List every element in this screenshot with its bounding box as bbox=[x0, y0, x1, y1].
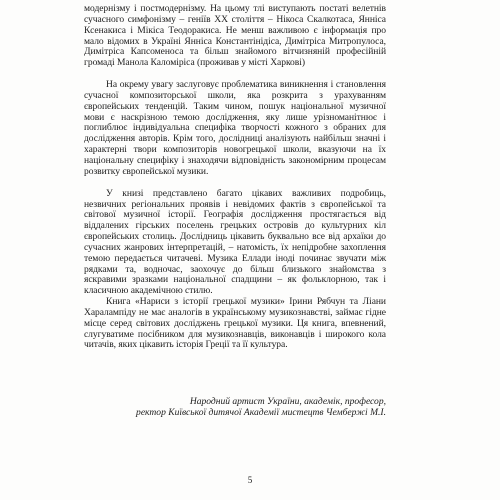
paragraph-3: У книзі представлено багато цікавих важливих подробиць, незвичних регіональних проявів і невідомих фактів з європейської та світової музичної історії. Географія дослідження простягається від віддалених гірських поселень грецьких островів до культурних кіл європейських столиць. Дослідниць цікавить буквально все від архаїки до сучасних жанрових інтерпретацій, – натомість, їх непідробне захоплення темою передається читачеві. Музика Еллади іноді починає звучати між рядками та, водночас, заохочує до більш близького знайомства з яскравими зразками національної спадщини – як фольклорною, так і класичною академічною стилю. bbox=[84, 187, 386, 297]
signature-line-2: ректор Київської дитячої Академії мистецтв Чембержі М.І. bbox=[136, 407, 386, 418]
page-number: 5 bbox=[247, 475, 253, 485]
body-text bbox=[84, 4, 386, 351]
paragraph-4: Книга «Нариси з історії грецької музики» Ірини Рябчун та Ліани Харалампіду не має аналогів в українському музикознавстві, займає гідне місце серед світових досліджень грецької музики. Ця книга, впевнений, слугуватиме посібником для музикознавців, виконавців і широкого кола читачів, яких цікавить історія Греції та її культура. bbox=[84, 296, 386, 351]
paragraph-2: На окрему увагу заслуговує проблематика виникнення і становлення сучасної композиторської школи, яка розкрита з урахуванням європейських тенденцій. Таким чином, пошук національної музичної мови є наскрізною темою дослідження, яку лише урізноманітнює і поглиблює індивідуальна специфіка творчості кожного з обраних для дослідження авторів. Крім того, дослідниці аналізують найбільш значні і характерні твори композиторів новогрецької школи, вказуючи на їх національну специфіку і знаходячи відповідність закономірним процесам розвитку європейської музики. bbox=[84, 79, 386, 177]
paragraph-1: модернізму і постмодернізму. На цьому тлі виступають постаті велетнів сучасного симфонізму – геніїв XX століття – Нікоса Скалкотаса, Янніса Ксенакиса і Мікіса Теодоракиса. Не менш важливою є інформація про мало відомих в Україні Янніса Константінідіса, Димітріса Митропулоса, Димітріса Капсоменоса та більш знайомого вітчизняній професійній громаді Манола Каломіріса (проживав у місті Харкові) bbox=[84, 3, 386, 69]
signature-line-1: Народний артист України, академік, професор, bbox=[189, 396, 386, 407]
